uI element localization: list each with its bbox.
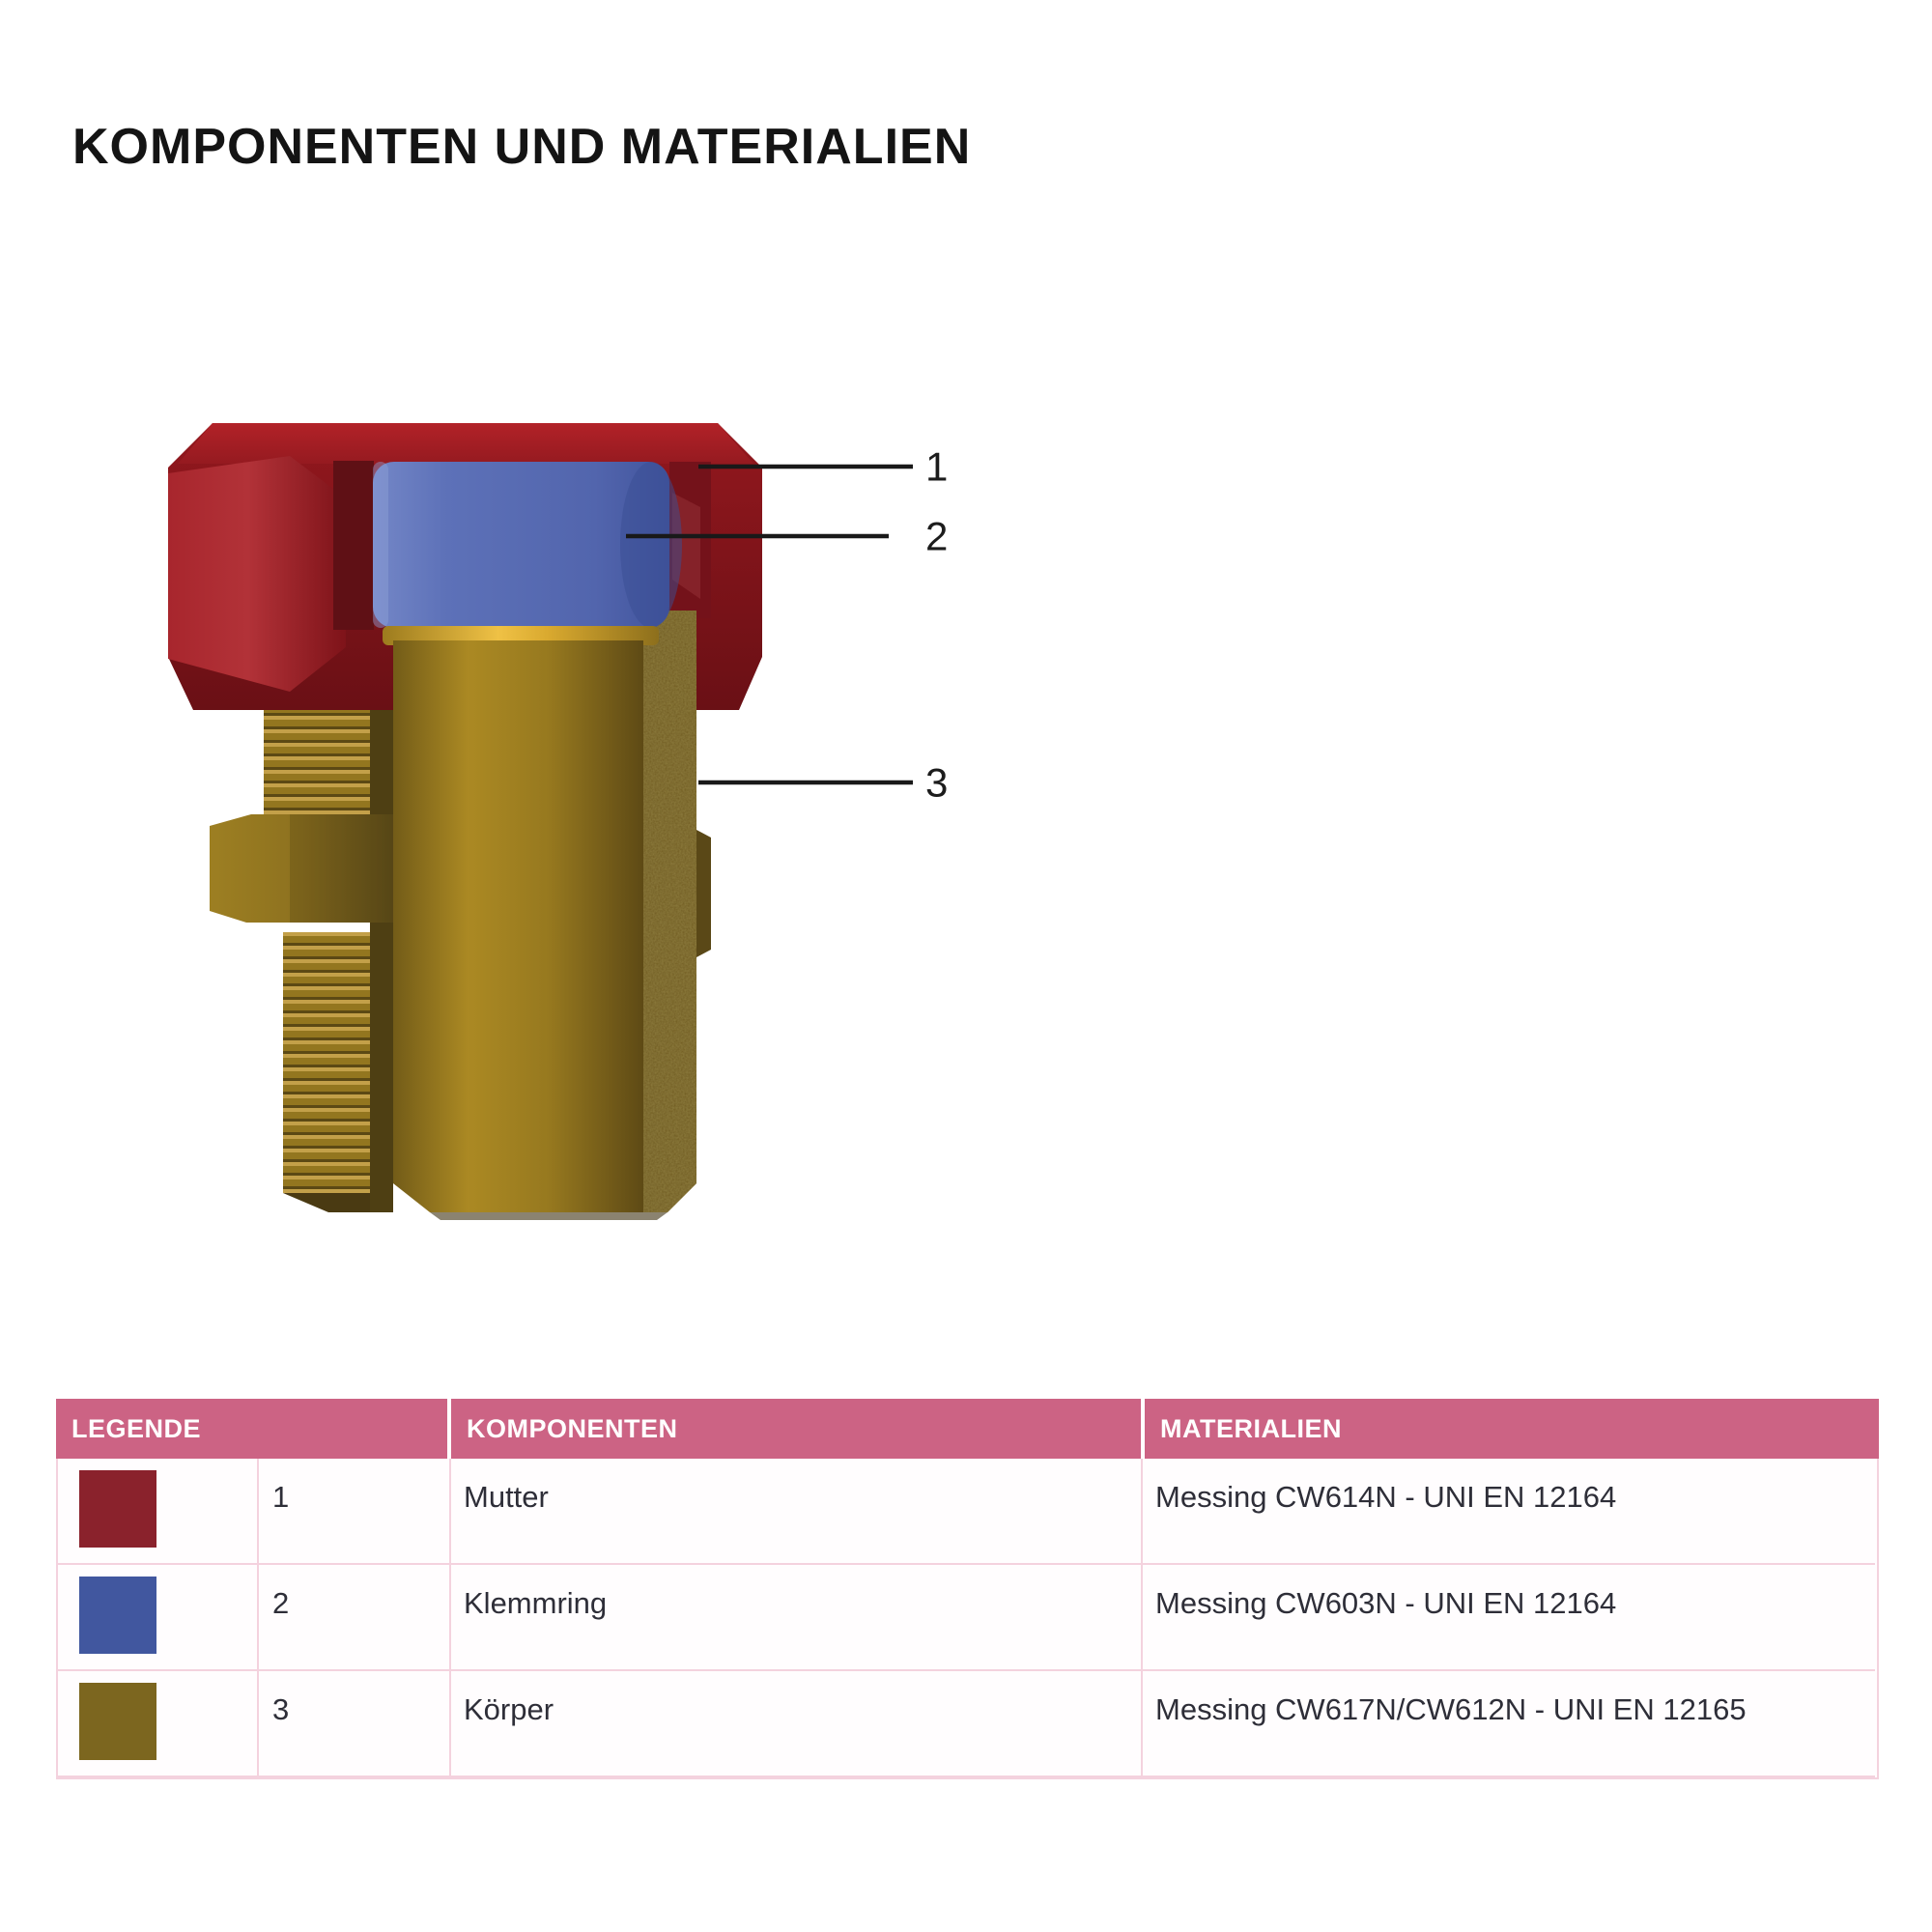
header-legende: LEGENDE <box>56 1399 451 1459</box>
page-title: KOMPONENTEN UND MATERIALIEN <box>72 119 972 175</box>
table-row <box>58 1565 1877 1671</box>
legend-number-cell: 1 <box>259 1459 451 1565</box>
table-header-row <box>56 1399 1879 1459</box>
legend-swatch-cell <box>58 1671 259 1777</box>
color-swatch-blue <box>79 1577 156 1654</box>
color-swatch-red <box>79 1470 156 1548</box>
komponente-cell: Klemmring <box>451 1565 1143 1671</box>
components-table <box>56 1399 1879 1779</box>
komponente-cell: Körper <box>451 1671 1143 1777</box>
material-cell: Messing CW614N - UNI EN 12164 <box>1143 1459 1875 1565</box>
legend-number-cell: 2 <box>259 1565 451 1671</box>
table-row <box>58 1459 1877 1565</box>
legend-number-cell: 3 <box>259 1671 451 1777</box>
callout-label-2: 2 <box>925 513 949 559</box>
komponente-cell: Mutter <box>451 1459 1143 1565</box>
legend-swatch-cell <box>58 1565 259 1671</box>
clamp-ring-blue-part <box>373 462 682 628</box>
body-gold-part <box>210 640 711 1220</box>
material-cell: Messing CW617N/CW612N - UNI EN 12165 <box>1143 1671 1875 1777</box>
color-swatch-gold <box>79 1683 156 1760</box>
table-body <box>56 1459 1879 1779</box>
legend-swatch-cell <box>58 1459 259 1565</box>
callout-label-1: 1 <box>925 443 949 490</box>
material-cell: Messing CW603N - UNI EN 12164 <box>1143 1565 1875 1671</box>
header-materialien: MATERIALIEN <box>1145 1399 1879 1459</box>
body-cut-face <box>643 611 696 1212</box>
fitting-cutaway-figure <box>135 415 1005 1246</box>
callout-label-3: 3 <box>925 759 949 806</box>
header-komponenten: KOMPONENTEN <box>451 1399 1145 1459</box>
table-row <box>58 1671 1877 1777</box>
